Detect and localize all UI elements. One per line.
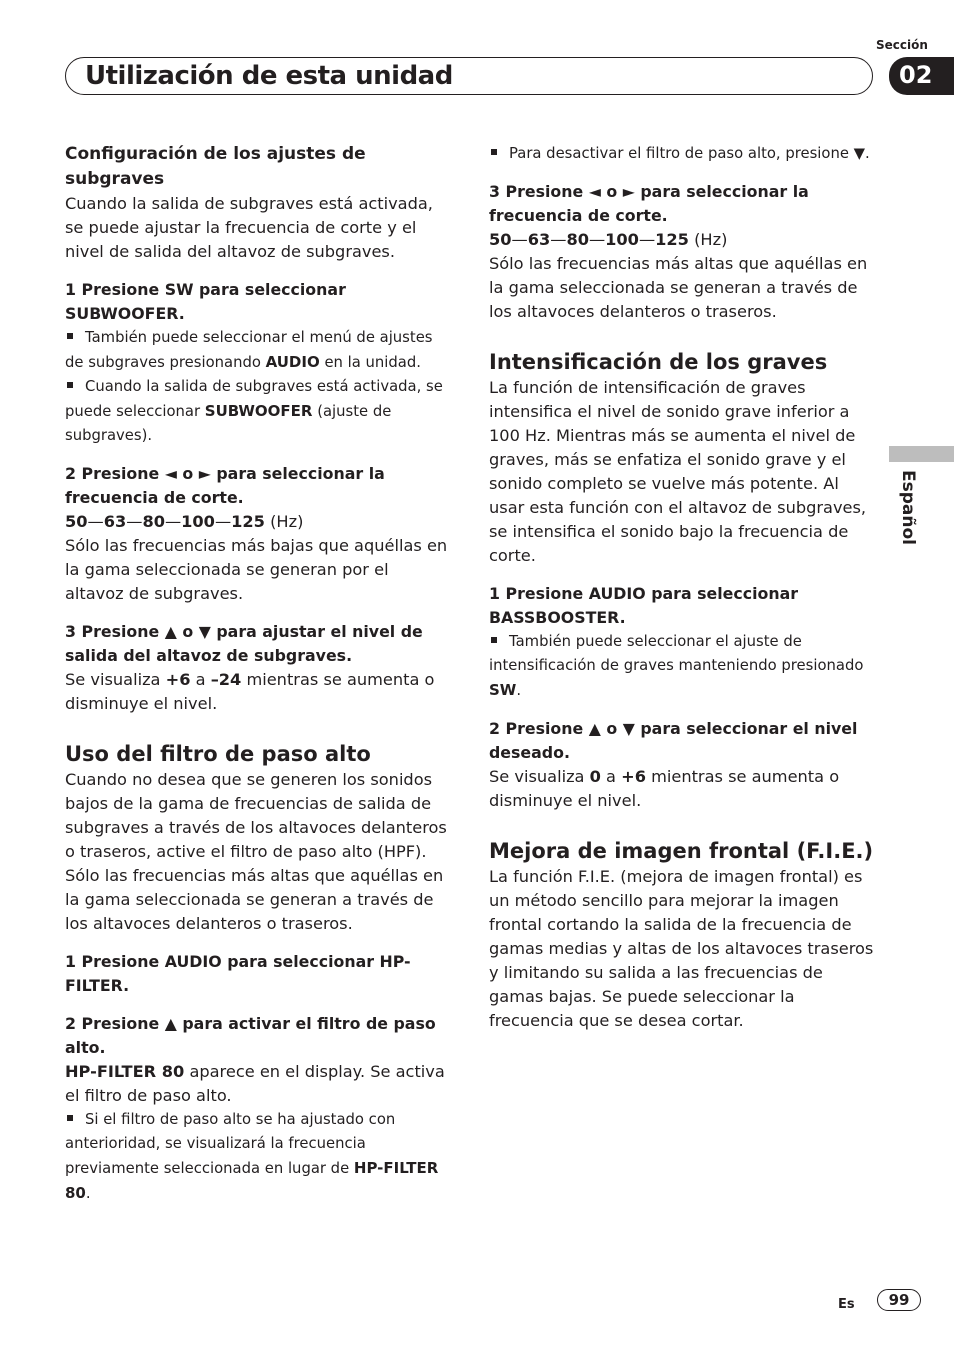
subwoofer-step-3-text: Se visualiza +6 a –24 mientras se aumenta o disminuye el nivel.: [65, 670, 435, 713]
fie-heading: Mejora de imagen frontal (F.I.E.): [489, 839, 874, 863]
bass-step-1: 1 Presione AUDIO para seleccionar BASSBOOSTER.: [489, 584, 799, 627]
page-number: 99: [888, 1291, 910, 1309]
subwoofer-heading: Configuración de los ajustes de subgraves: [65, 144, 366, 189]
hpf-step-2-text: HP-FILTER 80 aparece en el display. Se activa el filtro de paso alto.: [65, 1062, 445, 1105]
subwoofer-intro: Cuando la salida de subgraves está activada, se puede ajustar la frecuencia de corte y el nivel de salida del altavoz de subgraves.: [65, 194, 433, 261]
hpf-step-1: 1 Presione AUDIO para seleccionar HP-FILTER.: [65, 952, 411, 995]
hpf-intro: Cuando no desea que se generen los sonidos bajos de la gama de frecuencias de salida de subgraves a través de los altavoces delanteros o traseros, active el filtro de paso alto (HPF). Sólo las frecuencias más altas que aquéllas en la gama seleccionada se generan a través de los altavoces delanteros o traseros.: [65, 770, 447, 933]
hpf-step-2: 2 Presione ▲ para activar el filtro de paso alto.: [65, 1014, 436, 1057]
bullet-square-icon: [67, 333, 73, 339]
subwoofer-note-2: Cuando la salida de subgraves está activada, se puede seleccionar SUBWOOFER (ajuste de subgraves).: [65, 378, 443, 444]
hpf-note: Si el filtro de paso alto se ha ajustado con anterioridad, se visualizará la frecuencia previamente seleccionada en lugar de HP-FILTER 80.: [65, 1111, 439, 1202]
section-label: Sección: [876, 38, 928, 52]
hpf-heading: Uso del filtro de paso alto: [65, 742, 371, 766]
subwoofer-step-2: 2 Presione ◄ o ► para seleccionar la frecuencia de corte.: [65, 464, 385, 507]
hpf-step-3-text: Sólo las frecuencias más altas que aquéllas en la gama seleccionada se generan a través de los altavoces delanteros o traseros.: [489, 254, 868, 321]
left-column: [65, 142, 449, 1206]
bullet-square-icon: [67, 382, 73, 388]
subwoofer-note-1: También puede seleccionar el menú de ajustes de subgraves presionando AUDIO en la unidad.: [65, 329, 433, 371]
page-title-bar: [65, 57, 873, 95]
subwoofer-step-3: 3 Presione ▲ o ▼ para ajustar el nivel de salida del altavoz de subgraves.: [65, 622, 423, 665]
hpf-step-3: 3 Presione ◄ o ► para seleccionar la frecuencia de corte.: [489, 182, 809, 225]
subwoofer-freq-values: 50—63—80—100—125 (Hz): [65, 512, 304, 531]
subwoofer-step-1: 1 Presione SW para seleccionar SUBWOOFER.: [65, 280, 346, 323]
hpf-freq-values: 50—63—80—100—125 (Hz): [489, 230, 728, 249]
bass-note: También puede seleccionar el ajuste de intensificación de graves manteniendo presionado SW.: [489, 633, 864, 699]
bass-step-2-text: Se visualiza 0 a +6 mientras se aumenta o disminuye el nivel.: [489, 767, 840, 810]
right-column: [489, 142, 877, 1033]
page-number-badge: [877, 1289, 921, 1311]
hpf-off-note: Para desactivar el filtro de paso alto, presione ▼.: [489, 142, 877, 166]
bass-step-2: 2 Presione ▲ o ▼ para seleccionar el nivel deseado.: [489, 719, 858, 762]
section-number: 02: [899, 61, 933, 89]
bass-intro: La función de intensificación de graves intensifica el nivel de sonido grave inferior a 100 Hz. Mientras más se aumenta el nivel de graves, más se enfatiza el sonido grave y el sonido completo se vuelve más potente. Al usar esta función con el altavoz de subgraves, se intensifica el sonido bajo la frecuencia de corte.: [489, 378, 867, 565]
bullet-square-icon: [67, 1115, 73, 1121]
bullet-square-icon: [491, 149, 497, 155]
section-badge: [889, 57, 954, 95]
language-code: Es: [838, 1297, 855, 1312]
bass-heading: Intensificación de los graves: [489, 350, 828, 374]
language-tab-label: Español: [898, 470, 918, 545]
page-title: Utilización de esta unidad: [85, 61, 453, 91]
subwoofer-step-2-text: Sólo las frecuencias más bajas que aquéllas en la gama seleccionada se generan por el altavoz de subgraves.: [65, 536, 448, 603]
fie-intro: La función F.I.E. (mejora de imagen frontal) es un método sencillo para mejorar la imagen frontal cortando la salida de la frecuencia de gamas medias y altas de los altavoces traseros y limitando su salida a las frecuencias de gamas bajas. Se puede seleccionar la frecuencia que se desea cortar.: [489, 867, 874, 1030]
bullet-square-icon: [491, 637, 497, 643]
language-tab-marker: [889, 446, 954, 462]
